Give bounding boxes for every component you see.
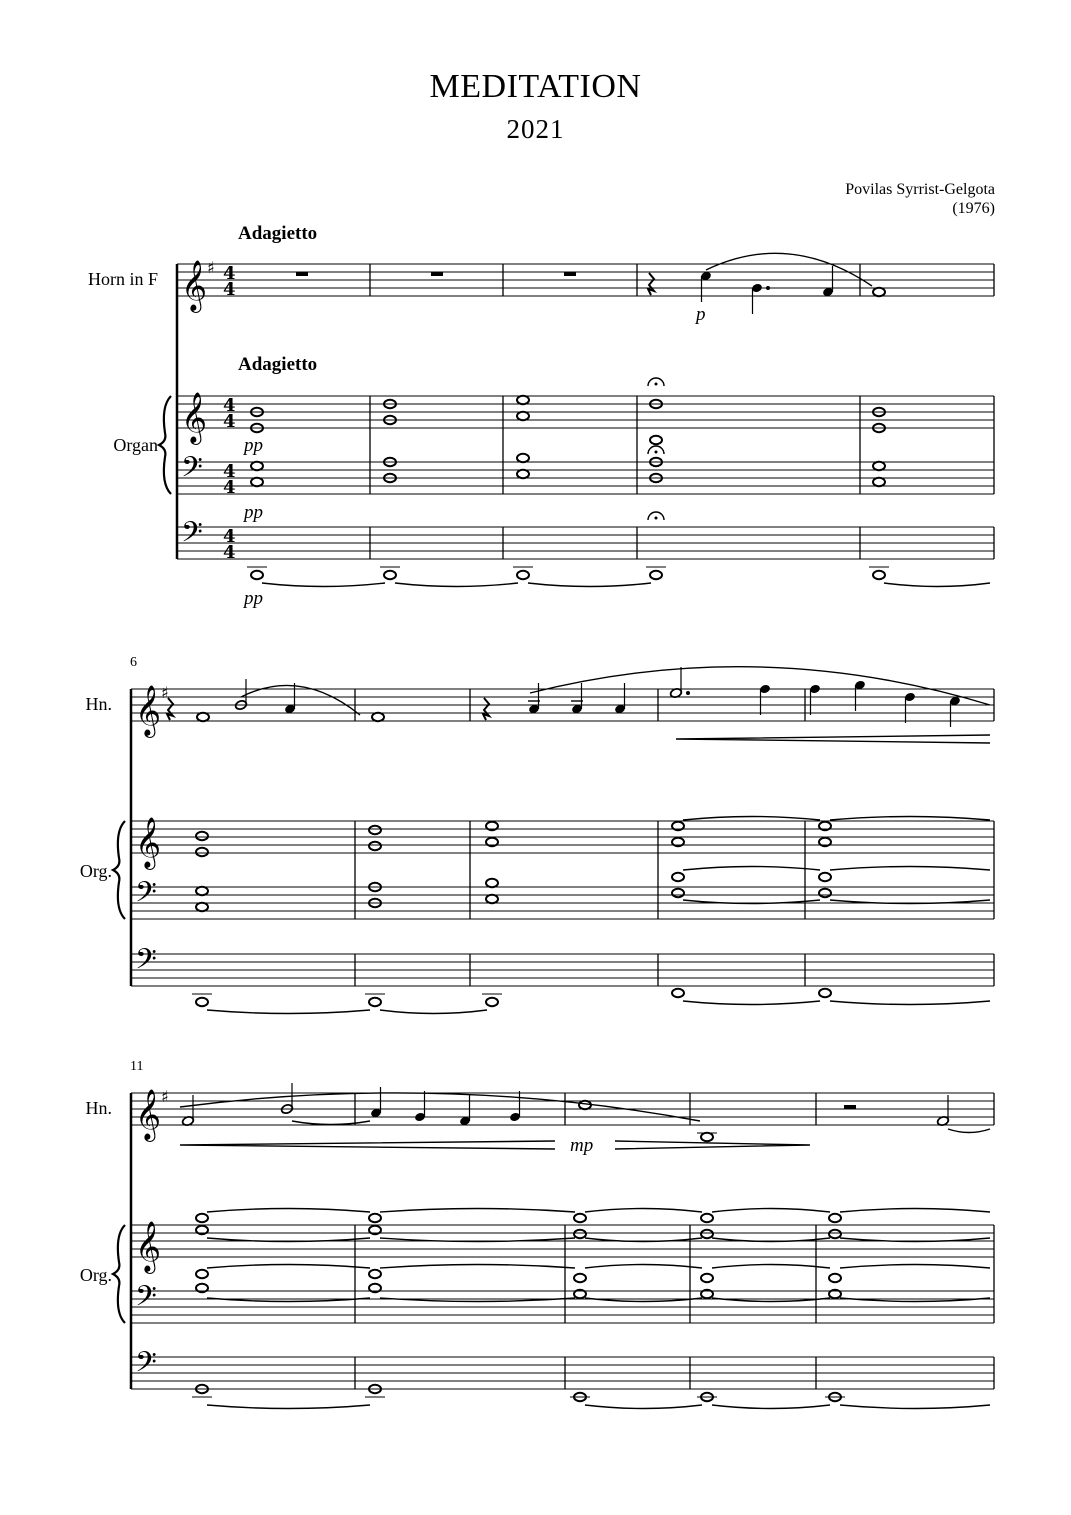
whole-note bbox=[574, 1274, 586, 1282]
tie bbox=[948, 1129, 990, 1133]
whole-rest bbox=[564, 272, 576, 276]
whole-note bbox=[701, 1214, 713, 1222]
fermata-dot bbox=[655, 383, 658, 386]
whole-note bbox=[196, 1214, 208, 1222]
whole-note bbox=[196, 903, 208, 911]
tie bbox=[884, 583, 990, 587]
whole-note bbox=[517, 396, 529, 404]
crescendo-hairpin bbox=[676, 735, 990, 743]
whole-note bbox=[369, 842, 381, 850]
whole-note bbox=[486, 998, 498, 1006]
score-title: MEDITATION bbox=[429, 68, 642, 105]
treble-clef: 𝄞 bbox=[135, 817, 162, 868]
instrument-label-organ-short: Org. bbox=[79, 1265, 112, 1285]
measure-number: 6 bbox=[130, 655, 137, 670]
whole-note bbox=[369, 1270, 381, 1278]
tie bbox=[585, 1209, 702, 1213]
whole-note bbox=[829, 1214, 841, 1222]
dynamic-marking: mp bbox=[570, 1135, 594, 1156]
whole-note bbox=[369, 826, 381, 834]
whole-note bbox=[672, 989, 684, 997]
whole-rest bbox=[296, 272, 308, 276]
treble-clef: 𝄞 bbox=[181, 260, 208, 311]
whole-note bbox=[701, 1133, 713, 1141]
whole-note bbox=[517, 470, 529, 478]
instrument-label-horn-short: Hn. bbox=[85, 694, 112, 714]
whole-note bbox=[819, 873, 831, 881]
brace bbox=[113, 821, 125, 919]
whole-note bbox=[196, 998, 208, 1006]
treble-clef: 𝄞 bbox=[135, 1089, 162, 1140]
treble-clef: 𝄞 bbox=[135, 1221, 162, 1272]
whole-note bbox=[251, 462, 263, 470]
slur bbox=[706, 253, 872, 286]
dynamic-marking: pp bbox=[244, 435, 263, 456]
time-signature-numerator: 4 bbox=[223, 461, 236, 482]
time-signature-denominator: 4 bbox=[223, 477, 236, 498]
treble-clef: 𝄞 bbox=[135, 685, 162, 736]
tie bbox=[585, 1265, 702, 1269]
tie bbox=[207, 1010, 370, 1014]
tie bbox=[585, 1405, 702, 1409]
whole-note bbox=[196, 848, 208, 856]
fermata-dot bbox=[655, 451, 658, 454]
whole-note bbox=[517, 454, 529, 462]
time-signature-denominator: 4 bbox=[223, 279, 236, 300]
tempo-marking-horn: Adagietto bbox=[238, 223, 318, 244]
tie bbox=[840, 1265, 990, 1269]
time-signature-denominator: 4 bbox=[223, 411, 236, 432]
whole-note bbox=[517, 412, 529, 420]
whole-note bbox=[672, 873, 684, 881]
whole-note bbox=[873, 571, 885, 579]
time-signature-numerator: 4 bbox=[223, 526, 236, 547]
key-signature-sharp: ♯ bbox=[161, 1087, 169, 1106]
slur bbox=[241, 685, 360, 715]
whole-note bbox=[486, 895, 498, 903]
tie bbox=[830, 817, 990, 821]
quarter-rest bbox=[483, 698, 489, 720]
tie bbox=[380, 1209, 575, 1213]
tempo-marking-organ: Adagietto bbox=[238, 354, 318, 375]
score-subtitle: 2021 bbox=[506, 114, 565, 144]
brace bbox=[113, 1225, 125, 1323]
tie bbox=[262, 583, 385, 587]
crescendo-hairpin bbox=[180, 1141, 555, 1149]
instrument-label-horn-short: Hn. bbox=[85, 1098, 112, 1118]
tie bbox=[683, 1001, 820, 1005]
fermata-dot bbox=[655, 517, 658, 520]
whole-note bbox=[701, 1274, 713, 1282]
tie bbox=[380, 1265, 575, 1269]
whole-note bbox=[819, 989, 831, 997]
whole-note bbox=[369, 1214, 381, 1222]
half-rest bbox=[844, 1105, 856, 1109]
time-signature-denominator: 4 bbox=[223, 542, 236, 563]
decrescendo-hairpin bbox=[615, 1141, 810, 1149]
staff-lines bbox=[131, 264, 994, 1389]
whole-note bbox=[574, 1214, 586, 1222]
whole-note bbox=[701, 1230, 713, 1238]
whole-note bbox=[372, 713, 384, 721]
dot bbox=[686, 691, 690, 695]
tie bbox=[840, 1405, 990, 1409]
time-signature-numerator: 4 bbox=[223, 263, 236, 284]
notes bbox=[113, 266, 961, 1401]
bass-clef: 𝄢 bbox=[135, 1346, 157, 1386]
whole-note bbox=[819, 889, 831, 897]
instrument-label-organ: Organ bbox=[113, 435, 158, 455]
instrument-label-horn: Horn in F bbox=[87, 269, 158, 289]
whole-note bbox=[369, 998, 381, 1006]
whole-note bbox=[873, 478, 885, 486]
bass-clef: 𝄢 bbox=[181, 451, 203, 491]
whole-note bbox=[517, 571, 529, 579]
tie bbox=[840, 1209, 990, 1213]
dynamic-marking: pp bbox=[244, 588, 263, 609]
whole-note bbox=[829, 1230, 841, 1238]
quarter-rest bbox=[648, 273, 654, 295]
whole-note bbox=[650, 436, 662, 444]
whole-note bbox=[251, 478, 263, 486]
whole-note bbox=[873, 462, 885, 470]
whole-note bbox=[829, 1274, 841, 1282]
tie bbox=[712, 1265, 830, 1269]
tie bbox=[830, 1001, 990, 1005]
dot bbox=[766, 286, 770, 290]
tie bbox=[292, 1121, 370, 1125]
composer-name: Povilas Syrrist-Gelgota bbox=[845, 181, 995, 198]
tie bbox=[830, 867, 990, 871]
whole-note bbox=[384, 571, 396, 579]
composer-year: (1976) bbox=[952, 200, 995, 217]
tie bbox=[683, 817, 820, 821]
tie bbox=[683, 867, 820, 871]
whole-note bbox=[873, 288, 885, 296]
whole-note bbox=[251, 571, 263, 579]
key-signature-sharp: ♯ bbox=[161, 683, 169, 702]
dynamic-marking: p bbox=[696, 304, 706, 325]
instrument-label-organ-short: Org. bbox=[79, 861, 112, 881]
tie bbox=[380, 1010, 487, 1014]
tie bbox=[395, 583, 518, 587]
bass-clef: 𝄢 bbox=[135, 876, 157, 916]
tie bbox=[207, 1405, 370, 1409]
whole-note bbox=[579, 1101, 591, 1109]
dynamic-marking: pp bbox=[244, 502, 263, 523]
tie bbox=[207, 1265, 370, 1269]
barlines bbox=[131, 264, 994, 1389]
whole-note bbox=[672, 889, 684, 897]
bass-clef: 𝄢 bbox=[135, 943, 157, 983]
whole-note bbox=[197, 713, 209, 721]
key-signature-sharp: ♯ bbox=[207, 258, 215, 277]
tie bbox=[712, 1405, 830, 1409]
tie bbox=[207, 1209, 370, 1213]
whole-note bbox=[486, 879, 498, 887]
treble-clef: 𝄞 bbox=[181, 392, 208, 443]
tie bbox=[528, 583, 651, 587]
whole-note bbox=[650, 571, 662, 579]
whole-note bbox=[196, 832, 208, 840]
bass-clef: 𝄢 bbox=[135, 1280, 157, 1320]
brace bbox=[159, 396, 171, 494]
whole-note bbox=[196, 887, 208, 895]
whole-note bbox=[196, 1270, 208, 1278]
time-signature-numerator: 4 bbox=[223, 395, 236, 416]
bass-clef: 𝄢 bbox=[181, 516, 203, 556]
measure-number: 11 bbox=[130, 1059, 144, 1074]
whole-note bbox=[574, 1230, 586, 1238]
tie bbox=[712, 1209, 830, 1213]
whole-rest bbox=[431, 272, 443, 276]
clefs bbox=[135, 258, 236, 1386]
